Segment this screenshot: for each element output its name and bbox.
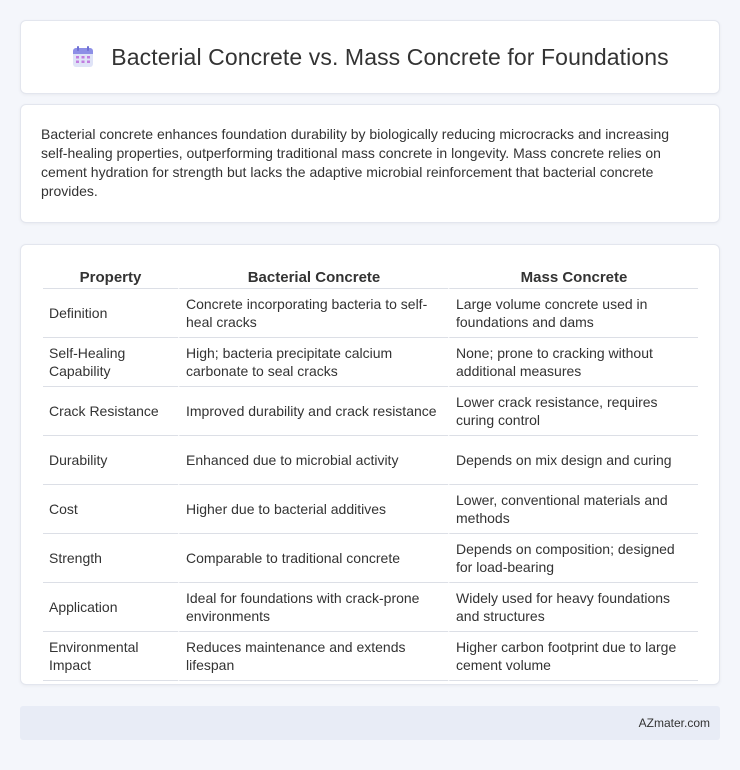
- column-header-bacterial: Bacterial Concrete: [178, 265, 448, 289]
- mass-cell: Depends on composition; designed for load-bearing: [448, 534, 698, 583]
- summary-card: [20, 104, 720, 223]
- mass-cell: None; prone to cracking without additional measures: [448, 338, 698, 387]
- mass-cell: Lower, conventional materials and methods: [448, 485, 698, 534]
- bacterial-cell: Improved durability and crack resistance: [178, 387, 448, 436]
- footer-brand[interactable]: AZmater.com: [638, 716, 710, 730]
- property-cell: Cost: [43, 485, 178, 534]
- table-row: [43, 338, 698, 387]
- mass-cell: Higher carbon footprint due to large cement volume: [448, 632, 698, 681]
- mass-cell: Widely used for heavy foundations and structures: [448, 583, 698, 632]
- table-row: [43, 289, 698, 338]
- mass-cell: Lower crack resistance, requires curing control: [448, 387, 698, 436]
- summary-text: Bacterial concrete enhances foundation durability by biologically reducing microcracks and increasing self-healing properties, outperforming traditional mass concrete in longevity. Mass concrete relies on cement hydration for strength but lacks the adaptive microbial reinforcement that bacterial concrete provides.: [41, 126, 670, 199]
- property-cell: Strength: [43, 534, 178, 583]
- property-cell: Durability: [43, 436, 178, 485]
- footer-bar: [20, 706, 720, 740]
- calendar-icon: [71, 45, 95, 69]
- property-cell: Definition: [43, 289, 178, 338]
- column-header-mass: Mass Concrete: [448, 265, 698, 289]
- table-row: [43, 485, 698, 534]
- table-header-row: [43, 265, 698, 289]
- bacterial-cell: Ideal for foundations with crack-prone environments: [178, 583, 448, 632]
- comparison-table-card: [20, 244, 720, 685]
- property-cell: Crack Resistance: [43, 387, 178, 436]
- table-row: [43, 632, 698, 681]
- bacterial-cell: Concrete incorporating bacteria to self-heal cracks: [178, 289, 448, 338]
- table-row: [43, 534, 698, 583]
- comparison-table: [43, 265, 698, 681]
- bacterial-cell: Higher due to bacterial additives: [178, 485, 448, 534]
- table-row: [43, 436, 698, 485]
- table-row: [43, 387, 698, 436]
- mass-cell: Depends on mix design and curing: [448, 436, 698, 485]
- property-cell: Self-Healing Capability: [43, 338, 178, 387]
- property-cell: Application: [43, 583, 178, 632]
- bacterial-cell: Reduces maintenance and extends lifespan: [178, 632, 448, 681]
- title-card: [20, 20, 720, 94]
- table-row: [43, 583, 698, 632]
- bacterial-cell: High; bacteria precipitate calcium carbonate to seal cracks: [178, 338, 448, 387]
- page-title: Bacterial Concrete vs. Mass Concrete for Foundations: [111, 43, 669, 70]
- property-cell: Environmental Impact: [43, 632, 178, 681]
- column-header-property: Property: [43, 265, 178, 289]
- mass-cell: Large volume concrete used in foundations and dams: [448, 289, 698, 338]
- bacterial-cell: Comparable to traditional concrete: [178, 534, 448, 583]
- bacterial-cell: Enhanced due to microbial activity: [178, 436, 448, 485]
